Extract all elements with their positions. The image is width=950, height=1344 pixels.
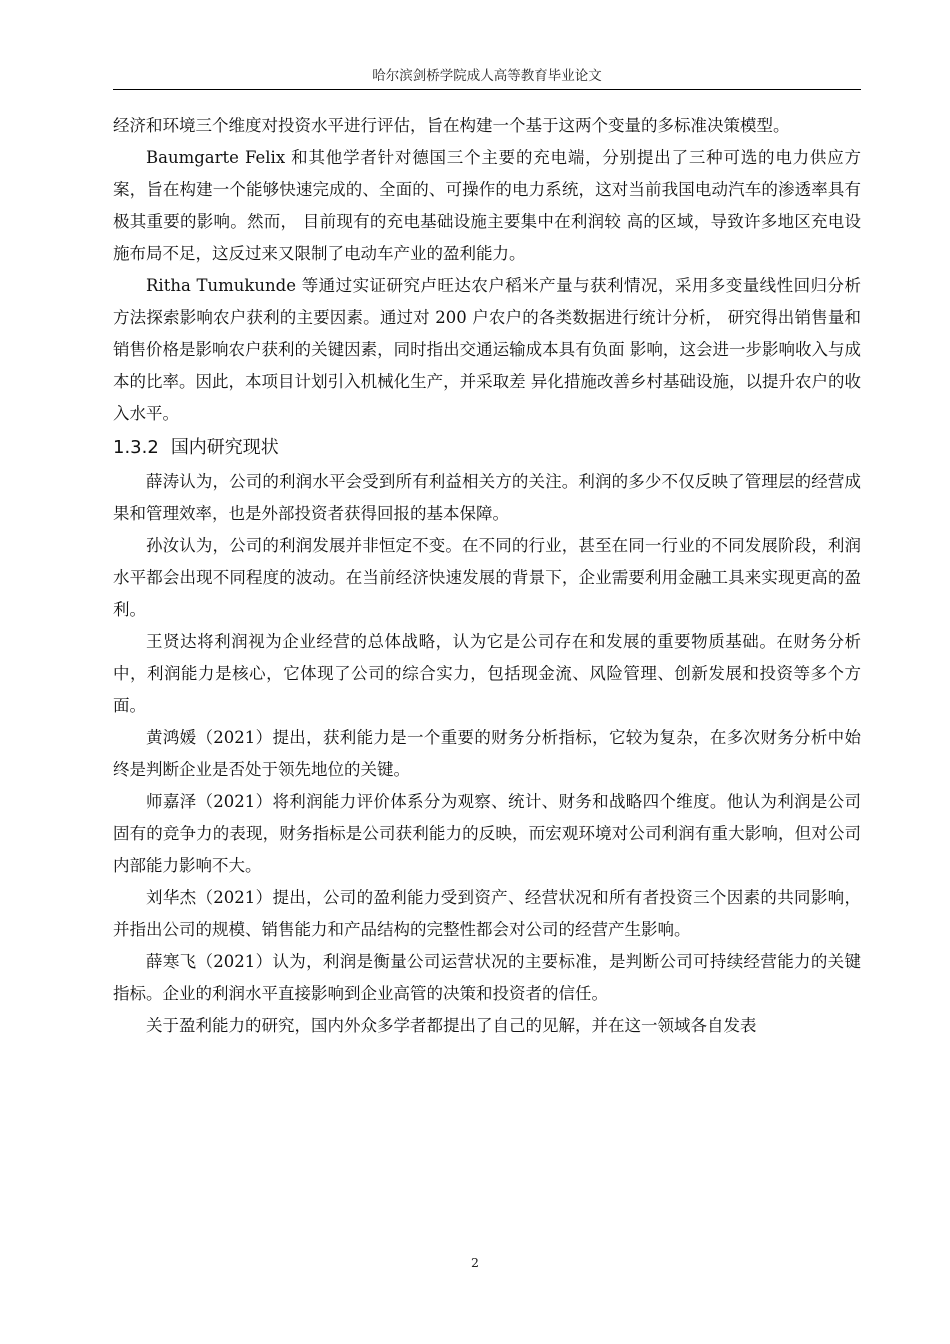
paragraph-summary: 关于盈利能力的研究，国内外众多学者都提出了自己的见解，并在这一领域各自发表 [146, 1016, 757, 1035]
paragraph-tumukunde: Ritha Tumukunde 等通过实证研究卢旺达农户稻米产量与获利情况，采用多变量线性回归分析方法探索影响农户获利的主要因素。通过对 200 户农户的各类数据进行统计分析， 研究得出销售量和销售价格是影响农户获利的关键因素，同时指出交通运输成本具有负面 影响，这会进一步影响收入与成本的比率。因此，本项目计划引入机械化生产，并采取差 异化措施改善乡村基础设施，以提升农户的收入水平。 [113, 276, 861, 423]
header-divider [113, 89, 861, 90]
paragraph-xue-tao: 薛涛认为，公司的利润水平会受到所有利益相关方的关注。利润的多少不仅反映了管理层的经营成果和管理效率，也是外部投资者获得回报的基本保障。 [113, 472, 861, 523]
paragraph-baumgarte: Baumgarte Felix 和其他学者针对德国三个主要的充电端，分别提出了三种可选的电力供应方案，旨在构建一个能够快速完成的、全面的、可操作的电力系统，这对当前我国电动汽车的渗透率具有极其重要的影响。然而， 目前现有的充电基础设施主要集中在利润较 高的区域，导致许多地区充电设施布局不足，这反过来又限制了电动车产业的盈利能力。 [113, 148, 861, 263]
paragraph-wang-xianda: 王贤达将利润视为企业经营的总体战略，认为它是公司存在和发展的重要物质基础。在财务分析中，利润能力是核心，它体现了公司的综合实力，包括现金流、风险管理、创新发展和投资等多个方面。 [113, 632, 861, 715]
section-title: 国内研究现状 [170, 437, 279, 458]
document-body [113, 110, 861, 1042]
paragraph-huang-hongyuan: 黄鸿媛（2021）提出，获利能力是一个重要的财务分析指标，它较为复杂，在多次财务分析中始终是判断企业是否处于领先地位的关键。 [113, 728, 861, 779]
page-header: 哈尔滨剑桥学院成人高等教育毕业论文 [372, 68, 602, 84]
paragraph-liu-huajie: 刘华杰（2021）提出，公司的盈利能力受到资产、经营状况和所有者投资三个因素的共同影响，并指出公司的规模、销售能力和产品结构的完整性都会对公司的经营产生影响。 [113, 888, 861, 939]
section-heading [113, 432, 861, 464]
paragraph-shi-jiaze: 师嘉泽（2021）将利润能力评价体系分为观察、统计、财务和战略四个维度。他认为利润是公司固有的竞争力的表现，财务指标是公司获利能力的反映，而宏观环境对公司利润有重大影响，但对公司内部能力影响不大。 [113, 792, 861, 875]
paragraph-sun-ru: 孙汝认为，公司的利润发展并非恒定不变。在不同的行业，甚至在同一行业的不同发展阶段，利润水平都会出现不同程度的波动。在当前经济快速发展的背景下，企业需要利用金融工具来实现更高的盈利。 [113, 536, 861, 619]
section-number: 1.3.2 [113, 437, 159, 458]
page-number: 2 [471, 1255, 479, 1270]
paragraph-continued: 经济和环境三个维度对投资水平进行评估，旨在构建一个基于这两个变量的多标准决策模型。 [113, 116, 790, 135]
paragraph-xue-hanfei: 薛寒飞（2021）认为，利润是衡量公司运营状况的主要标准，是判断公司可持续经营能力的关键指标。企业的利润水平直接影响到企业高管的决策和投资者的信任。 [113, 952, 861, 1003]
